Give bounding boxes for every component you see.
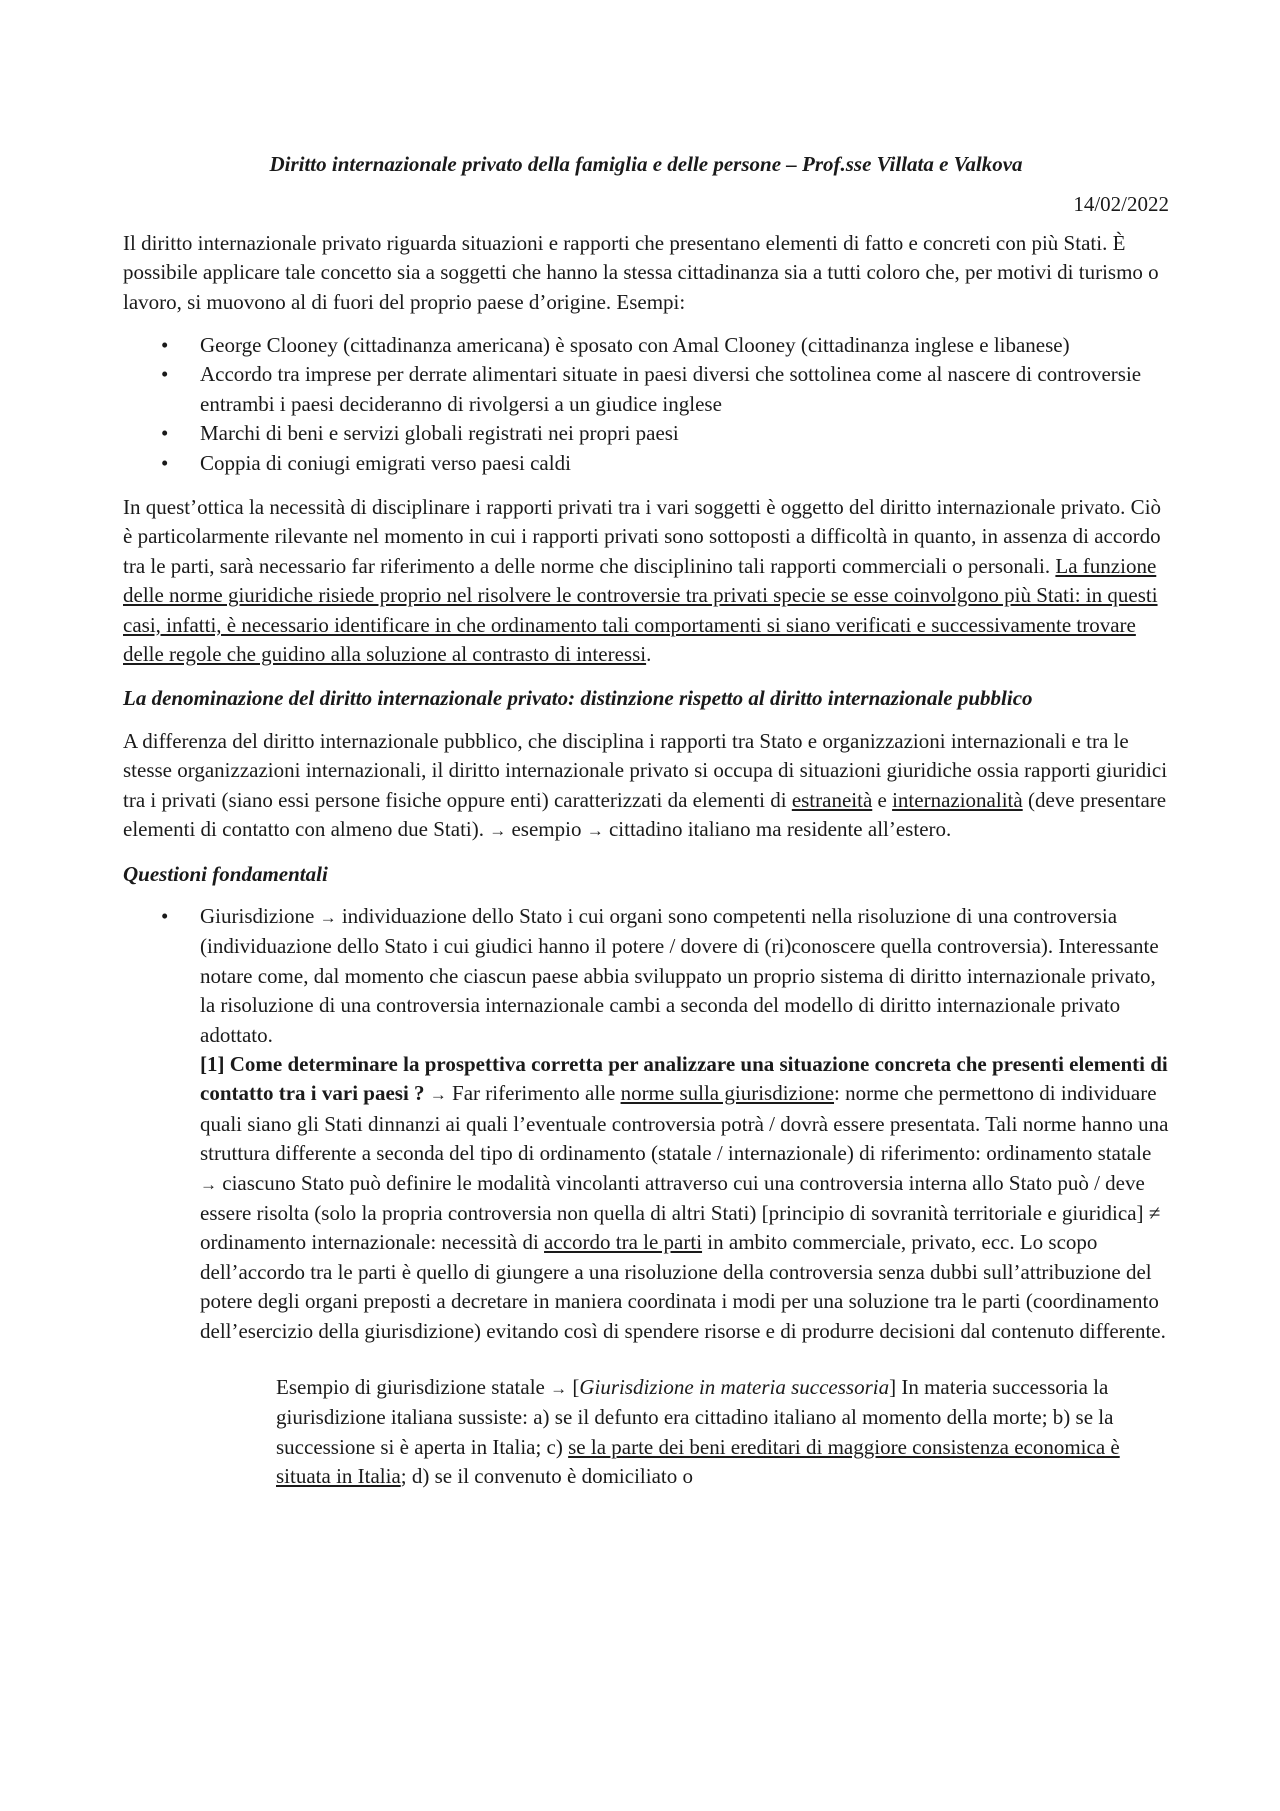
- giurisdizione-text-e: in ambito commerciale, privato, ecc. Lo scopo dell’accordo tra le parti è quello di giungere a una risoluzione della controversia senza dubbi sull’attribuzione del potere degli organi preposti a decretare in maniera coordinata i modi per una soluzione tra le parti (coordinamento dell’esercizio della giurisdizione) evitando così di spendere risorse e di produrre decisioni dal contenuto differente.: [200, 1230, 1166, 1343]
- denominazione-text-c: esempio: [506, 817, 587, 842]
- arrow-right-icon: →: [489, 821, 507, 841]
- denominazione-text-a: A differenza del diritto internazionale pubblico, che disciplina i rapporti tra Stato e organizzazioni internazionali e tra le stesse organizzazioni internazionali, il diritto internazionale privato si occupa di situazioni giuridiche ossia rapporti giuridici tra i privati (siano essi persone fisiche oppure enti) caratterizzati da elementi di: [123, 728, 1168, 812]
- arrow-right-icon: →: [550, 1379, 568, 1399]
- list-item: • Coppia di coniugi emigrati verso paesi caldi: [123, 449, 1169, 478]
- document-date: 14/02/2022: [1073, 192, 1169, 217]
- arrow-right-icon: →: [429, 1085, 447, 1105]
- examples-list: [123, 331, 1169, 478]
- section-heading-questioni: Questioni fondamentali: [123, 861, 328, 886]
- giurisdizione-term: Giurisdizione: [200, 903, 320, 928]
- example-italic-title: Giurisdizione in materia successoria: [579, 1375, 890, 1400]
- document-title: Diritto internazionale privato della famiglia e delle persone – Prof.sse Villata e Valkova: [269, 152, 1023, 176]
- example-underlined: se la parte dei beni ereditari di maggiore consistenza economica è situata in Italia: [276, 1434, 1120, 1489]
- perspective-underlined-text: La funzione delle norme giuridiche risiede proprio nel risolvere le controversie tra privati specie se esse coinvolgono più Stati: in questi casi, infatti, è necessario identificare in che ordinamento tali comportamenti si siano verificati e successivamente trovare delle regole che guidino alla soluzione al contrasto di interessi: [123, 553, 1158, 667]
- giurisdizione-text-c: : norme che permettono di individuare quali siano gli Stati dinnanzi ai quali l’eventuale controversia potrà / dovrà essere presentata. Tali norme hanno una struttura differente a seconda del tipo di ordinamento (statale / internazionale) di riferimento: ordinamento statale: [200, 1081, 1169, 1166]
- denominazione-text-b: (deve presentare elementi di contatto con almeno due Stati).: [123, 787, 1167, 842]
- giurisdizione-text-d: ciascuno Stato può definire le modalità vincolanti attraverso cui una controversia interna allo Stato può / deve essere risolta (solo la propria controversia non quella di altri Stati) [principio di sovranità territoriale e giuridica] ≠ ordinamento internazionale: necessità di: [200, 1170, 1161, 1255]
- giurisdizione-text-a: individuazione dello Stato i cui organi sono competenti nella risoluzione di una controversia (individuazione dello Stato i cui giudici hanno il potere / dovere di (ri)conoscere quella controversia). Interessante notare come, dal momento che ciascun paese abbia sviluppato un proprio sistema di diritto internazionale privato, la risoluzione di una controversia internazionale cambi a seconda del modello di diritto internazionale privato adottato.: [200, 903, 1159, 1047]
- denominazione-text-d: cittadino italiano ma residente all’estero.: [603, 817, 952, 842]
- list-item-giurisdizione: [123, 902, 1169, 1346]
- example-text-b: ; d) se il convenuto è domiciliato o: [400, 1464, 693, 1489]
- example-giurisdizione-statale: [123, 1373, 1169, 1492]
- list-item: • George Clooney (cittadinanza americana) è sposato con Amal Clooney (cittadinanza inglese e libanese): [123, 331, 1169, 360]
- norme-giurisdizione-term: norme sulla giurisdizione: [620, 1081, 835, 1106]
- example-text-a: ] In materia successoria la giurisdizione italiana sussiste: a) se il defunto era cittadino italiano al momento della morte; b) se la successione si è aperta in Italia; c): [276, 1375, 1114, 1459]
- perspective-text: In quest’ottica la necessità di disciplinare i rapporti privati tra i vari soggetti è oggetto del diritto internazionale privato. Ciò è particolarmente rilevante nel momento in cui i rapporti privati sono sottoposti a difficoltà in quanto, in assenza di accordo tra le parti, sarà necessario far riferimento a delle norme che disciplinino tali rapporti commerciali o personali.: [123, 495, 1162, 578]
- document-body: [123, 150, 1169, 1492]
- perspective-end: .: [646, 642, 652, 667]
- arrow-right-icon: →: [586, 821, 604, 841]
- section-heading-denominazione: La denominazione del diritto internazionale privato: distinzione rispetto al diritto internazionale pubblico: [123, 685, 1033, 710]
- list-item: • Accordo tra imprese per derrate alimentari situate in paesi diversi che sottolinea come al nascere di controversie entrambi i paesi decideranno di rivolgersi a un giudice inglese: [123, 360, 1169, 419]
- arrow-right-icon: →: [319, 907, 337, 927]
- estraneita-term: estraneità: [791, 787, 873, 812]
- accordo-parti-term: accordo tra le parti: [544, 1230, 703, 1255]
- denominazione-paragraph: [123, 727, 1169, 846]
- questioni-list: [123, 902, 1169, 1346]
- example-lead: Esempio di giurisdizione statale: [276, 1375, 551, 1400]
- perspective-paragraph: [123, 493, 1169, 669]
- denominazione-text-e: e: [872, 787, 893, 812]
- internazionalita-term: internazionalità: [892, 787, 1023, 812]
- list-item: • Marchi di beni e servizi globali registrati nei propri paesi: [123, 419, 1169, 448]
- intro-paragraph: Il diritto internazionale privato riguarda situazioni e rapporti che presentano elementi di fatto e concreti con più Stati. È possibile applicare tale concetto sia a soggetti che hanno la stessa cittadinanza sia a tutti coloro che, per motivi di turismo o lavoro, si muovono al di fuori del proprio paese d’origine. Esempi:: [123, 230, 1159, 314]
- question-1: [1] Come determinare la prospettiva corretta per analizzare una situazione concreta che presenti elementi di contatto tra i vari paesi ?: [200, 1051, 1168, 1106]
- giurisdizione-text-b: Far riferimento alle: [446, 1081, 621, 1106]
- arrow-right-icon: →: [200, 1174, 217, 1194]
- example-bracket: [: [567, 1375, 580, 1400]
